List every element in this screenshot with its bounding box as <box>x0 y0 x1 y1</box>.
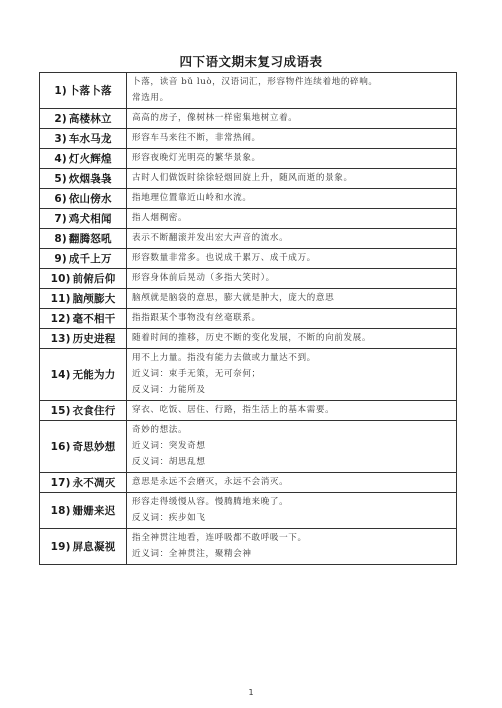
table-row <box>40 269 457 289</box>
idiom-definition-cell <box>127 209 457 229</box>
definition-line: 卜落，读音 bǔ luò，汉语词汇，形容物件连续着地的碎响。 <box>132 77 378 87</box>
idiom-definition-cell <box>127 169 457 189</box>
definition-line: 脑颅就是脑袋的意思，膨大就是肿大，庞大的意思 <box>132 293 335 303</box>
table-row <box>40 309 457 329</box>
definition-line: 高高的房子，像树林一样密集地树立着。 <box>132 113 298 123</box>
idiom-term-cell <box>40 149 127 169</box>
definition-line: 反义词：胡思乱想 <box>132 457 206 467</box>
row-number: 1) <box>54 85 67 97</box>
idiom-term: 历史进程 <box>72 333 116 345</box>
idiom-definition-cell <box>127 309 457 329</box>
idiom-term: 奇思妙想 <box>72 441 116 453</box>
row-number: 11) <box>50 293 71 305</box>
idiom-term-cell <box>40 169 127 189</box>
row-number: 4) <box>54 153 67 165</box>
page-number: 1 <box>248 688 254 697</box>
table-row <box>40 73 457 109</box>
row-number: 10) <box>50 273 71 285</box>
idiom-definition-cell <box>127 249 457 269</box>
definition-line: 指地理位置靠近山岭和水流。 <box>132 193 252 203</box>
table-row <box>40 473 457 493</box>
definition-line: 穿衣、吃饭、居住、行路，指生活上的基本需要。 <box>132 405 335 415</box>
idiom-definition-cell <box>127 109 457 129</box>
idiom-term-cell <box>40 73 127 109</box>
definition-line: 形容车马来往不断，非常热闹。 <box>132 133 261 143</box>
idiom-term: 姗姗来迟 <box>72 505 116 517</box>
table-row <box>40 249 457 269</box>
row-number: 16) <box>50 441 71 453</box>
page-title: 四下语文期末复习成语表 <box>179 54 323 69</box>
table-row <box>40 169 457 189</box>
idiom-term: 高楼林立 <box>68 113 112 125</box>
row-number: 17) <box>50 477 71 489</box>
idiom-term: 前俯后仰 <box>72 273 116 285</box>
row-number: 12) <box>50 313 71 325</box>
table-row <box>40 421 457 473</box>
idiom-definition-cell <box>127 269 457 289</box>
idiom-term: 脑颅膨大 <box>72 293 116 305</box>
idiom-definition-cell <box>127 493 457 529</box>
idiom-table-body <box>40 73 457 565</box>
row-number: 2) <box>54 113 67 125</box>
idiom-term-cell <box>40 109 127 129</box>
idiom-term-cell <box>40 129 127 149</box>
row-number: 3) <box>54 133 67 145</box>
idiom-term-cell <box>40 249 127 269</box>
idiom-term-cell <box>40 349 127 401</box>
definition-line: 古时人们做饭时徐徐轻烟回旋上升，随风而逝的景象。 <box>132 173 353 183</box>
idiom-term: 鸡犬相闻 <box>68 213 112 225</box>
idiom-definition-cell <box>127 73 457 109</box>
idiom-term: 毫不相干 <box>72 313 116 325</box>
table-row <box>40 493 457 529</box>
idiom-term: 依山傍水 <box>68 193 112 205</box>
row-number: 7) <box>54 213 67 225</box>
idiom-term-cell <box>40 189 127 209</box>
idiom-term: 灯火辉煌 <box>68 153 112 165</box>
idiom-term: 炊烟袅袅 <box>68 173 112 185</box>
definition-line: 近义词：全神贯注，聚精会神 <box>132 549 252 559</box>
definition-line: 反义词：疾步如飞 <box>132 513 206 523</box>
idiom-definition-cell <box>127 473 457 493</box>
idiom-term: 衣食住行 <box>72 405 116 417</box>
idiom-term-cell <box>40 209 127 229</box>
table-row <box>40 229 457 249</box>
row-number: 9) <box>54 253 67 265</box>
definition-line: 形容夜晚灯光明亮的繁华景象。 <box>132 153 261 163</box>
idiom-term: 卜落卜落 <box>68 85 112 97</box>
table-row <box>40 109 457 129</box>
table-row <box>40 289 457 309</box>
definition-line: 指人烟稠密。 <box>132 213 188 223</box>
idiom-term-cell <box>40 289 127 309</box>
definition-line: 近义词：束手无策，无可奈何； <box>132 369 261 379</box>
idiom-definition-cell <box>127 129 457 149</box>
row-number: 14) <box>50 369 71 381</box>
table-row <box>40 349 457 401</box>
row-number: 5) <box>54 173 67 185</box>
definition-line: 指全神贯注地看，连呼吸都不敢呼吸一下。 <box>132 533 307 543</box>
idiom-term-cell <box>40 229 127 249</box>
row-number: 6) <box>54 193 67 205</box>
definition-line: 奇妙的想法。 <box>132 425 188 435</box>
idiom-term-cell <box>40 329 127 349</box>
idiom-definition-cell <box>127 289 457 309</box>
definition-line: 形容走得缓慢从容。慢腾腾地来晚了。 <box>132 497 289 507</box>
row-number: 8) <box>54 233 67 245</box>
table-row <box>40 129 457 149</box>
idiom-term: 成千上万 <box>68 253 112 265</box>
table-row <box>40 209 457 229</box>
idiom-term: 车水马龙 <box>68 133 112 145</box>
idiom-definition-cell <box>127 349 457 401</box>
idiom-term: 无能为力 <box>72 369 116 381</box>
idiom-term-cell <box>40 269 127 289</box>
row-number: 18) <box>50 505 71 517</box>
idiom-term-cell <box>40 529 127 565</box>
definition-line: 形容数量非常多。也说成千累万、成千成万。 <box>132 253 316 263</box>
idiom-term-cell <box>40 493 127 529</box>
table-row <box>40 149 457 169</box>
definition-line: 意思是永远不会磨灭，永远不会消灭。 <box>132 477 289 487</box>
row-number: 15) <box>50 405 71 417</box>
idiom-definition-cell <box>127 329 457 349</box>
definition-line: 用不上力量。指没有能力去做或力量达不到。 <box>132 353 316 363</box>
idiom-term: 屏息凝视 <box>72 541 116 553</box>
idiom-term-cell <box>40 309 127 329</box>
definition-line: 形容身体前后晃动（多指大笑时）。 <box>132 273 275 283</box>
idiom-table <box>39 72 457 565</box>
idiom-term-cell <box>40 401 127 421</box>
idiom-definition-cell <box>127 149 457 169</box>
row-number: 13) <box>50 333 71 345</box>
idiom-definition-cell <box>127 189 457 209</box>
definition-line: 随着时间的推移，历史不断的变化发展，不断的向前发展。 <box>132 333 372 343</box>
definition-line: 常选用。 <box>132 93 169 103</box>
table-row <box>40 529 457 565</box>
idiom-definition-cell <box>127 421 457 473</box>
idiom-definition-cell <box>127 401 457 421</box>
table-row <box>40 189 457 209</box>
table-row <box>40 401 457 421</box>
idiom-term-cell <box>40 421 127 473</box>
idiom-term: 永不凋灭 <box>72 477 116 489</box>
definition-line: 反义词：力能所及 <box>132 385 206 395</box>
definition-line: 近义词：突发奇想 <box>132 441 206 451</box>
idiom-definition-cell <box>127 229 457 249</box>
idiom-term: 翻腾怒吼 <box>68 233 112 245</box>
idiom-term-cell <box>40 473 127 493</box>
idiom-definition-cell <box>127 529 457 565</box>
definition-line: 表示不断翻滚并发出宏大声音的流水。 <box>132 233 289 243</box>
definition-line: 指指跟某个事物没有丝毫联系。 <box>132 313 261 323</box>
table-row <box>40 329 457 349</box>
row-number: 19) <box>50 541 71 553</box>
